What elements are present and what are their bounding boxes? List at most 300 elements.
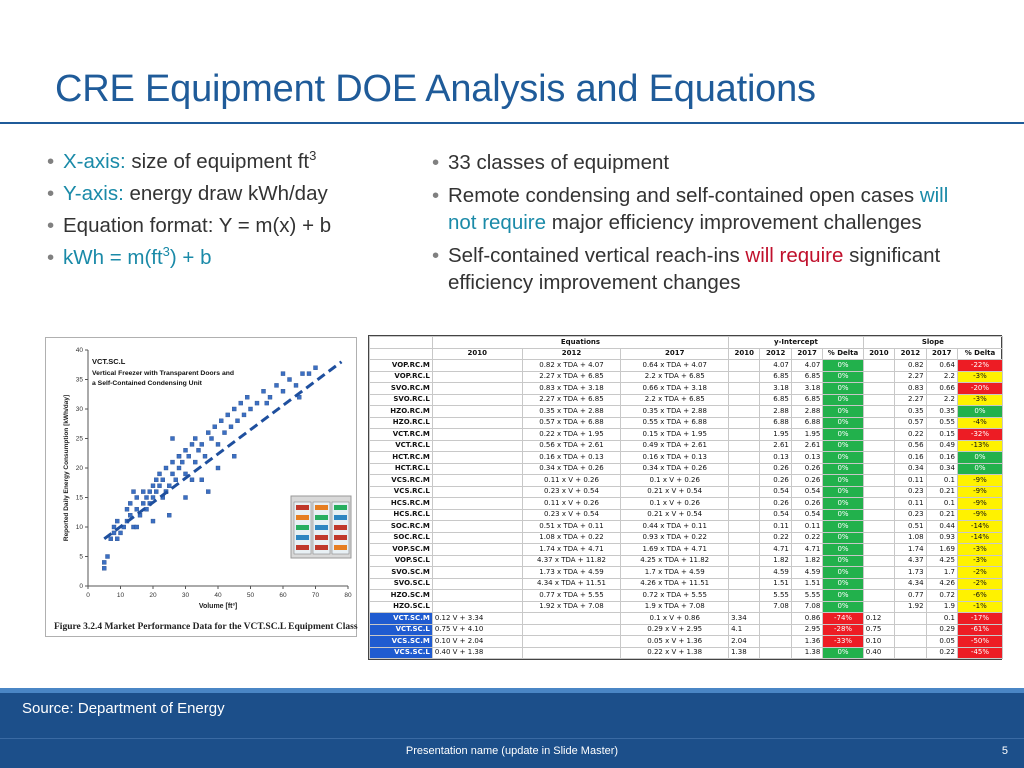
title-divider: [0, 122, 1024, 124]
table-cell: 6.85: [791, 394, 822, 406]
table-cell: 1.7 x TDA + 4.59: [621, 567, 729, 579]
table-cell: 0.1 x V + 0.26: [621, 475, 729, 487]
table-cell: 1.95: [791, 429, 822, 441]
table-cell: 0.10: [863, 636, 894, 648]
table-cell: [432, 590, 522, 602]
table-cell: 0.34: [895, 463, 926, 475]
table-cell: 0.22: [791, 532, 822, 544]
table-cell: 2.04: [729, 636, 760, 648]
table-cell: 0%: [823, 578, 863, 590]
data-point: [314, 366, 318, 370]
table-cell: 2.2 x TDA + 6.85: [621, 371, 729, 383]
table-row: [370, 521, 1003, 533]
data-point: [109, 537, 113, 541]
table-cell: [863, 498, 894, 510]
table-cell: 4.25: [926, 555, 957, 567]
table-cell: [729, 417, 760, 429]
table-cell: [432, 383, 522, 395]
table-cell: 2.2: [926, 394, 957, 406]
table-cell: 0%: [823, 371, 863, 383]
x-tick-label: 60: [279, 592, 287, 599]
table-cell: 0.22 x V + 1.38: [621, 647, 729, 659]
table-cell: [729, 509, 760, 521]
table-cell: 0.10 V + 2.04: [432, 636, 522, 648]
header-equations: Equations: [432, 337, 728, 349]
data-point: [102, 566, 106, 570]
freezer-shelf-icon: [296, 515, 309, 520]
table-cell: [729, 475, 760, 487]
equipment-class-cell: SVO.SC.M: [370, 567, 433, 579]
table-cell: [760, 624, 791, 636]
chart-title: VCT.SC.L: [92, 357, 126, 366]
equipment-class-cell: SVO.SC.L: [370, 578, 433, 590]
table-cell: 1.69: [926, 544, 957, 556]
table-cell: 2.95: [791, 624, 822, 636]
table-row: [370, 429, 1003, 441]
table-cell: [432, 555, 522, 567]
table-cell: -14%: [957, 521, 1002, 533]
table-cell: [432, 463, 522, 475]
data-point: [275, 383, 279, 387]
table-cell: -3%: [957, 394, 1002, 406]
table-cell: 1.92 x TDA + 7.08: [522, 601, 621, 613]
header-slope: Slope: [863, 337, 1002, 349]
table-cell: [522, 647, 621, 659]
table-cell: [729, 498, 760, 510]
table-cell: 0.22: [895, 429, 926, 441]
data-point: [197, 448, 201, 452]
data-point: [200, 442, 204, 446]
table-cell: 0.93: [926, 532, 957, 544]
equipment-class-cell: VCS.SC.M: [370, 636, 433, 648]
freezer-shelf-icon: [315, 515, 328, 520]
data-point: [167, 484, 171, 488]
table-cell: -4%: [957, 417, 1002, 429]
data-point: [262, 389, 266, 393]
table-cell: 1.08: [895, 532, 926, 544]
table-cell: [863, 383, 894, 395]
data-point: [135, 525, 139, 529]
table-cell: 0.54: [760, 486, 791, 498]
table-cell: 0.35 x TDA + 2.88: [522, 406, 621, 418]
table-row: [370, 406, 1003, 418]
table-cell: [729, 406, 760, 418]
equipment-class-cell: HCS.RC.M: [370, 498, 433, 510]
table-cell: 2.27: [895, 394, 926, 406]
data-point: [135, 507, 139, 511]
table-cell: 4.59: [760, 567, 791, 579]
table-cell: 1.51: [760, 578, 791, 590]
table-cell: -32%: [957, 429, 1002, 441]
table-cell: 0.77: [895, 590, 926, 602]
table-cell: 0.54: [791, 486, 822, 498]
table-cell: 0.49: [926, 440, 957, 452]
table-cell: 0%: [823, 429, 863, 441]
equipment-class-cell: HZO.RC.M: [370, 406, 433, 418]
table-cell: 0.13: [791, 452, 822, 464]
freezer-shelf-icon: [296, 505, 309, 510]
table-cell: 0.82 x TDA + 4.07: [522, 360, 621, 372]
equipment-class-cell: SOC.RC.L: [370, 532, 433, 544]
table-row: [370, 647, 1003, 659]
table-cell: 0.11: [791, 521, 822, 533]
table-cell: 0.75 V + 4.10: [432, 624, 522, 636]
table-cell: 0%: [823, 521, 863, 533]
data-point: [102, 560, 106, 564]
data-point: [193, 437, 197, 441]
col-header: 2017: [926, 348, 957, 360]
equipment-class-cell: HCT.RC.L: [370, 463, 433, 475]
equipment-class-cell: VOP.SC.M: [370, 544, 433, 556]
table-cell: 2.61: [791, 440, 822, 452]
table-row: [370, 417, 1003, 429]
col-header: 2010: [432, 348, 522, 360]
table-cell: [729, 440, 760, 452]
equipment-class-cell: SOC.RC.M: [370, 521, 433, 533]
table-cell: 0%: [823, 406, 863, 418]
table-cell: 0.72 x TDA + 5.55: [621, 590, 729, 602]
table-cell: [432, 601, 522, 613]
data-point: [281, 372, 285, 376]
equipment-class-cell: VCT.RC.L: [370, 440, 433, 452]
table-cell: 0.51: [895, 521, 926, 533]
table-cell: 0%: [823, 498, 863, 510]
table-cell: [432, 417, 522, 429]
table-cell: [432, 371, 522, 383]
data-point: [158, 484, 162, 488]
table-cell: [432, 452, 522, 464]
data-point: [141, 490, 145, 494]
table-cell: 0.11 x V + 0.26: [522, 475, 621, 487]
data-point: [288, 378, 292, 382]
table-cell: 0.26: [760, 475, 791, 487]
table-cell: 3.18: [760, 383, 791, 395]
table-cell: 0.83 x TDA + 3.18: [522, 383, 621, 395]
table-cell: 0.26: [791, 463, 822, 475]
table-cell: [432, 521, 522, 533]
table-row: [370, 555, 1003, 567]
equipment-class-cell: VCS.RC.L: [370, 486, 433, 498]
table-cell: 1.9: [926, 601, 957, 613]
freezer-shelf-icon: [334, 505, 347, 510]
table-cell: 0.05: [926, 636, 957, 648]
table-cell: 0.23: [895, 509, 926, 521]
table-cell: 0.49 x TDA + 2.61: [621, 440, 729, 452]
table-cell: 0.1 x V + 0.86: [621, 613, 729, 625]
table-cell: 4.26: [926, 578, 957, 590]
table-cell: 1.95: [760, 429, 791, 441]
source-note: Source: Department of Energy: [22, 700, 225, 717]
data-point: [223, 431, 227, 435]
data-point: [236, 419, 240, 423]
data-point: [249, 407, 253, 411]
table-cell: -20%: [957, 383, 1002, 395]
bullet-y-axis: • Y-axis: energy draw kWh/day: [45, 181, 405, 207]
table-cell: 0.54: [760, 509, 791, 521]
table-cell: [432, 567, 522, 579]
table-cell: 0.12: [863, 613, 894, 625]
table-cell: 4.37: [895, 555, 926, 567]
table-cell: 0.77 x TDA + 5.55: [522, 590, 621, 602]
table-cell: [863, 406, 894, 418]
table-cell: 4.07: [760, 360, 791, 372]
table-cell: -33%: [823, 636, 863, 648]
table-cell: [863, 394, 894, 406]
table-group-header: [370, 337, 1003, 349]
table-cell: 4.71: [760, 544, 791, 556]
table-cell: [863, 360, 894, 372]
table-cell: 0.23 x V + 0.54: [522, 509, 621, 521]
table-cell: [760, 613, 791, 625]
data-point: [232, 454, 236, 458]
bullet-kwh-formula: • kWh = $m(ft^3) + b$: [45, 245, 405, 271]
col-header: 2010: [863, 348, 894, 360]
table-cell: [895, 636, 926, 648]
table-cell: 0.57 x TDA + 6.88: [522, 417, 621, 429]
table-cell: 4.71: [791, 544, 822, 556]
data-point: [265, 401, 269, 405]
col-header: 2010: [729, 348, 760, 360]
table-cell: 1.08 x TDA + 0.22: [522, 532, 621, 544]
equipment-class-cell: SVO.RC.L: [370, 394, 433, 406]
table-cell: 0.05 x V + 1.36: [621, 636, 729, 648]
table-cell: 0.26: [791, 498, 822, 510]
table-sub-header: [370, 348, 1003, 360]
left-bullet-list: [45, 149, 405, 277]
table-cell: 0.35 x TDA + 2.88: [621, 406, 729, 418]
table-cell: 4.34 x TDA + 11.51: [522, 578, 621, 590]
x-tick-label: 30: [181, 592, 190, 599]
table-cell: 0.35: [895, 406, 926, 418]
data-point: [151, 496, 155, 500]
table-cell: [863, 463, 894, 475]
table-cell: 1.36: [791, 636, 822, 648]
table-cell: 0%: [957, 463, 1002, 475]
table-cell: 0%: [823, 486, 863, 498]
freezer-shelf-icon: [296, 535, 309, 540]
chart-subtitle-line: Vertical Freezer with Transparent Doors and: [92, 370, 235, 377]
table-cell: 0.56 x TDA + 2.61: [522, 440, 621, 452]
bullet-remote-condensing: • Remote condensing and self-contained open cases will not require major efficiency improvement challenges: [430, 182, 960, 236]
table-cell: 0.57: [895, 417, 926, 429]
table-cell: 0.1 x V + 0.26: [621, 498, 729, 510]
table-cell: 6.88: [791, 417, 822, 429]
table-cell: [432, 532, 522, 544]
table-row: [370, 394, 1003, 406]
table-cell: [863, 417, 894, 429]
table-cell: 0.83: [895, 383, 926, 395]
table-cell: [432, 509, 522, 521]
table-cell: 1.74 x TDA + 4.71: [522, 544, 621, 556]
equipment-class-cell: HCT.RC.M: [370, 452, 433, 464]
data-point: [206, 490, 210, 494]
table-cell: -3%: [957, 544, 1002, 556]
data-point: [164, 466, 168, 470]
table-cell: [432, 429, 522, 441]
table-cell: 0.34 x TDA + 0.26: [621, 463, 729, 475]
data-point: [171, 460, 175, 464]
table-row: [370, 463, 1003, 475]
table-cell: [729, 532, 760, 544]
table-cell: 0.55: [926, 417, 957, 429]
table-cell: [863, 601, 894, 613]
bullet-classes: • 33 classes of equipment: [430, 149, 960, 176]
equipment-class-cell: VOP.RC.L: [370, 371, 433, 383]
table-cell: 0.66 x TDA + 3.18: [621, 383, 729, 395]
table-cell: -3%: [957, 371, 1002, 383]
y-tick-label: 25: [75, 435, 83, 443]
data-point: [226, 413, 230, 417]
table-cell: [863, 452, 894, 464]
freezer-shelf-icon: [315, 525, 328, 530]
table-cell: [432, 475, 522, 487]
table-row: [370, 498, 1003, 510]
x-tick-label: 50: [246, 592, 255, 599]
table-row: [370, 601, 1003, 613]
table-cell: [522, 613, 621, 625]
table-cell: -9%: [957, 509, 1002, 521]
table-cell: -28%: [823, 624, 863, 636]
freezer-shelf-icon: [315, 505, 328, 510]
table-cell: 1.38: [729, 647, 760, 659]
table-cell: 0.11: [895, 475, 926, 487]
table-cell: 1.82: [760, 555, 791, 567]
table-row: [370, 509, 1003, 521]
table-cell: 0.54: [791, 509, 822, 521]
y-tick-label: 35: [75, 376, 83, 384]
col-header: 2012: [895, 348, 926, 360]
table-cell: 3.34: [729, 613, 760, 625]
table-cell: 0.1: [926, 498, 957, 510]
table-cell: 0.15: [926, 429, 957, 441]
data-point: [190, 478, 194, 482]
data-point: [141, 501, 145, 505]
table-cell: 2.27 x TDA + 6.85: [522, 371, 621, 383]
table-cell: [863, 509, 894, 521]
table-cell: [729, 429, 760, 441]
table-cell: -6%: [957, 590, 1002, 602]
table-cell: 0%: [823, 590, 863, 602]
data-point: [216, 442, 220, 446]
table-cell: 0.75: [863, 624, 894, 636]
y-tick-label: 0: [79, 583, 83, 590]
table-cell: 0.26: [791, 475, 822, 487]
table-cell: 1.74: [895, 544, 926, 556]
data-point: [190, 442, 194, 446]
table-cell: 0.64 x TDA + 4.07: [621, 360, 729, 372]
table-cell: 0.12 V + 3.34: [432, 613, 522, 625]
data-point: [151, 519, 155, 523]
table-cell: [729, 360, 760, 372]
col-header: 2012: [522, 348, 621, 360]
table-cell: 0%: [823, 647, 863, 659]
table-body: [370, 360, 1003, 659]
table-cell: 1.51: [791, 578, 822, 590]
table-cell: [522, 624, 621, 636]
table-cell: 0.23 x V + 0.54: [522, 486, 621, 498]
table-cell: 0.86: [791, 613, 822, 625]
data-point: [151, 484, 155, 488]
table-cell: [863, 521, 894, 533]
table-cell: [729, 544, 760, 556]
table-cell: [863, 578, 894, 590]
table-cell: 0.40 V + 1.38: [432, 647, 522, 659]
table-cell: 0%: [823, 544, 863, 556]
table-cell: 6.85: [791, 371, 822, 383]
table-cell: 0%: [823, 555, 863, 567]
table-cell: [729, 567, 760, 579]
table-cell: [432, 498, 522, 510]
table-cell: -9%: [957, 475, 1002, 487]
x-tick-label: 40: [214, 592, 222, 599]
table-row: [370, 578, 1003, 590]
data-point: [203, 454, 207, 458]
y-tick-label: 10: [75, 524, 83, 531]
equations-table: [369, 336, 1003, 659]
table-cell: 1.73 x TDA + 4.59: [522, 567, 621, 579]
table-cell: 0%: [823, 360, 863, 372]
bullet-equation-format: • Equation format: Y = m(x) + b: [45, 213, 405, 239]
data-point: [206, 431, 210, 435]
footer-divider: [0, 738, 1024, 739]
table-row: [370, 360, 1003, 372]
table-cell: 0.21: [926, 509, 957, 521]
table-cell: 0.21 x V + 0.54: [621, 509, 729, 521]
data-point: [242, 413, 246, 417]
table-cell: -45%: [957, 647, 1002, 659]
equipment-class-cell: VCS.RC.M: [370, 475, 433, 487]
table-cell: 0.22: [926, 647, 957, 659]
table-cell: 0%: [823, 475, 863, 487]
data-point: [184, 448, 188, 452]
table-cell: 0.21 x V + 0.54: [621, 486, 729, 498]
table-cell: 0.1: [926, 613, 957, 625]
bullet-x-axis: • X-axis: size of equipment $ft^3$: [45, 149, 405, 175]
table-cell: 0.51 x TDA + 0.11: [522, 521, 621, 533]
table-cell: 0.82: [895, 360, 926, 372]
equipment-class-cell: VCT.RC.M: [370, 429, 433, 441]
col-header: 2017: [791, 348, 822, 360]
table-cell: [863, 440, 894, 452]
table-cell: [432, 544, 522, 556]
data-point: [184, 496, 188, 500]
table-cell: 0.11: [760, 521, 791, 533]
table-cell: [760, 636, 791, 648]
data-point: [174, 478, 178, 482]
data-point: [135, 496, 139, 500]
data-point: [119, 531, 123, 535]
freezer-shelf-icon: [334, 545, 347, 550]
table-cell: 2.27 x TDA + 6.85: [522, 394, 621, 406]
table-row: [370, 383, 1003, 395]
table-cell: 0.11 x V + 0.26: [522, 498, 621, 510]
data-point: [301, 372, 305, 376]
y-axis-label: Reported Daily Energy Consumption [kWh/day]: [63, 394, 70, 542]
table-cell: 6.88: [760, 417, 791, 429]
x-tick-label: 20: [149, 592, 157, 599]
data-point: [106, 555, 110, 559]
table-cell: [895, 624, 926, 636]
freezer-shelf-icon: [334, 515, 347, 520]
scatter-plot-svg: [46, 338, 358, 638]
table-cell: 0.56: [895, 440, 926, 452]
data-point: [216, 466, 220, 470]
x-tick-label: 80: [344, 592, 352, 599]
table-cell: 0.16 x TDA + 0.13: [621, 452, 729, 464]
page-number: 5: [1001, 745, 1008, 757]
table-cell: 4.37 x TDA + 11.82: [522, 555, 621, 567]
table-cell: 6.85: [760, 394, 791, 406]
